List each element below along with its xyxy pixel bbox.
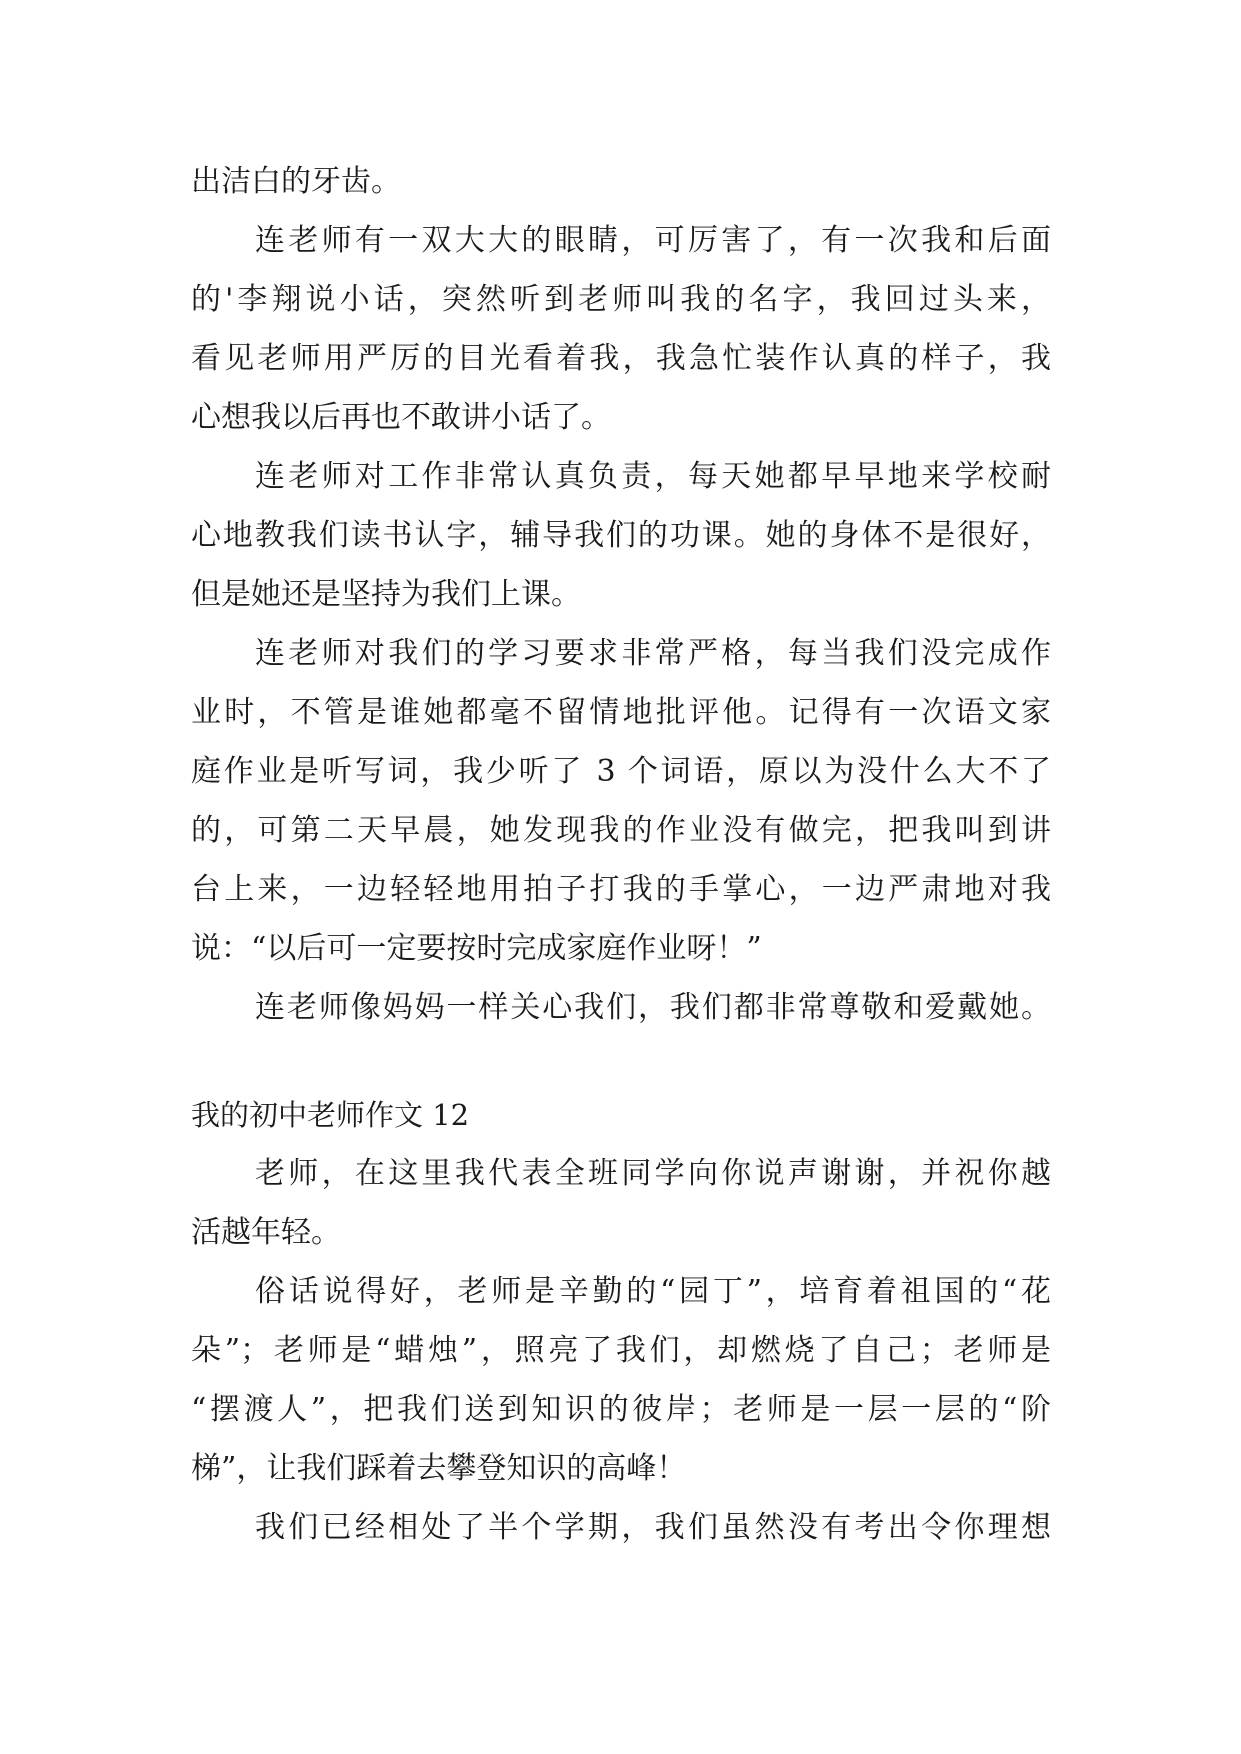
section-heading: 我的初中老师作文 12 [191,1098,470,1132]
paragraph-first-line: 连老师对我们的学习要求非常严格，每当我们没完成作 [255,636,1051,671]
text-line: 心想我以后再也不敢讲小话了。 [191,400,611,435]
text-line: 的'李翔说小话，突然听到老师叫我的名字，我回过头来， [191,282,1051,317]
text-line: 庭作业是听写词，我少听了 3 个词语，原以为没什么大不了 [191,754,1051,789]
paragraph-first-line: 连老师有一双大大的眼睛，可厉害了，有一次我和后面 [255,223,1051,258]
text-line: 说：“以后可一定要按时完成家庭作业呀！” [191,931,762,966]
paragraph-first-line: 老师，在这里我代表全班同学向你说声谢谢，并祝你越 [255,1156,1051,1191]
text-line: 活越年轻。 [191,1215,341,1250]
text-line: 但是她还是坚持为我们上课。 [191,577,581,612]
text-line: 看见老师用严厉的目光看着我，我急忙装作认真的样子，我 [191,341,1051,376]
text-line: 心地教我们读书认字，辅导我们的功课。她的身体不是很好， [191,518,1051,553]
text-line: 出洁白的牙齿。 [191,164,401,199]
text-line: 朵”；老师是“蜡烛”，照亮了我们，却燃烧了自己；老师是 [191,1333,1051,1368]
text-line: 台上来，一边轻轻地用拍子打我的手掌心，一边严肃地对我 [191,872,1051,907]
text-line: 梯”，让我们踩着去攀登知识的高峰！ [191,1451,687,1486]
text-line: “摆渡人”，把我们送到知识的彼岸；老师是一层一层的“阶 [191,1392,1051,1427]
paragraph-first-line: 我们已经相处了半个学期，我们虽然没有考出令你理想 [255,1510,1051,1545]
text-line: 的，可第二天早晨，她发现我的作业没有做完，把我叫到讲 [191,813,1051,848]
paragraph-first-line: 俗话说得好，老师是辛勤的“园丁”，培育着祖国的“花 [255,1274,1051,1309]
paragraph-first-line: 连老师对工作非常认真负责，每天她都早早地来学校耐 [255,459,1051,494]
paragraph-first-line: 连老师像妈妈一样关心我们，我们都非常尊敬和爱戴她。 [255,990,1051,1025]
text-line: 业时，不管是谁她都毫不留情地批评他。记得有一次语文家 [191,695,1051,730]
